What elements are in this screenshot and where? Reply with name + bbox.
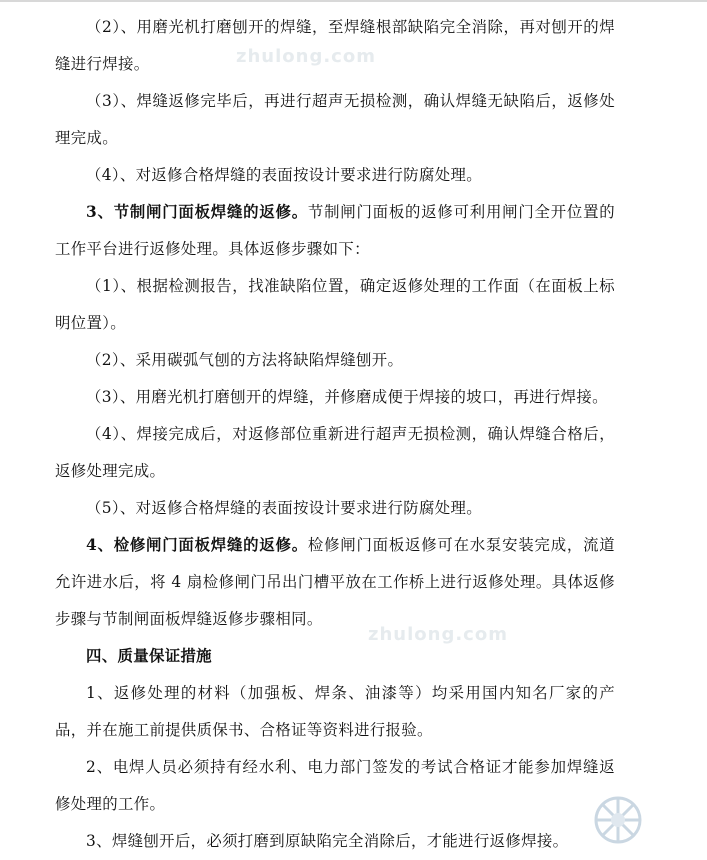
zhulong-logo-icon [588, 790, 648, 850]
watermark-bottom: zhulong.com [368, 624, 508, 645]
paragraph-14: 3、焊缝刨开后，必须打磨到原缺陷完全消除后，才能进行返修焊接。 [86, 832, 569, 850]
paragraph-6: （2）、采用碳弧气刨的方法将缺陷焊缝刨开。 [86, 351, 404, 369]
paragraph-1: （2）、用磨光机打磨刨开的焊缝，至焊缝根部缺陷完全消除，再对刨开的焊缝进行焊接。 [55, 18, 615, 73]
section-3-title: 3、节制闸门面板焊缝的返修。 [86, 203, 308, 221]
watermark-top: zhulong.com [236, 46, 376, 67]
paragraph-4: 3、节制闸门面板焊缝的返修。节制闸门面板的返修可利用闸门全开位置的工作平台进行返修处理。具体返修步骤如下： [55, 203, 616, 258]
paragraph-2: （3）、焊缝返修完毕后，再进行超声无损检测，确认焊缝无缺陷后，返修处理完成。 [55, 92, 615, 147]
paragraph-7: （3）、用磨光机打磨刨开的焊缝，并修磨成便于焊接的坡口，再进行焊接。 [86, 388, 608, 406]
paragraph-9: （5）、对返修合格焊缝的表面按设计要求进行防腐处理。 [86, 499, 482, 517]
paragraph-5: （1）、根据检测报告，找准缺陷位置，确定返修处理的工作面（在面板上标明位置）。 [55, 277, 615, 332]
document-body [55, 9, 615, 860]
paragraph-10: 4、检修闸门面板焊缝的返修。检修闸门面板返修可在水泵安装完成，流道允许进水后，将 4 扇检修闸门吊出门槽平放在工作桥上进行返修处理。具体返修步骤与节制闸面板焊缝返修步骤相同。 [55, 536, 616, 628]
section-4-title: 4、检修闸门面板焊缝的返修。 [86, 536, 308, 554]
section-heading-quality: 四、质量保证措施 [86, 647, 212, 665]
paragraph-3: （4）、对返修合格焊缝的表面按设计要求进行防腐处理。 [86, 166, 482, 184]
top-divider [0, 0, 707, 2]
paragraph-13: 2、电焊人员必须持有经水利、电力部门签发的考试合格证才能参加焊缝返修处理的工作。 [55, 758, 615, 813]
paragraph-8: （4）、焊接完成后，对返修部位重新进行超声无损检测，确认焊缝合格后，返修处理完成。 [55, 425, 615, 480]
paragraph-12: 1、返修处理的材料（加强板、焊条、油漆等）均采用国内知名厂家的产品，并在施工前提供质保书、合格证等资料进行报验。 [55, 684, 615, 739]
